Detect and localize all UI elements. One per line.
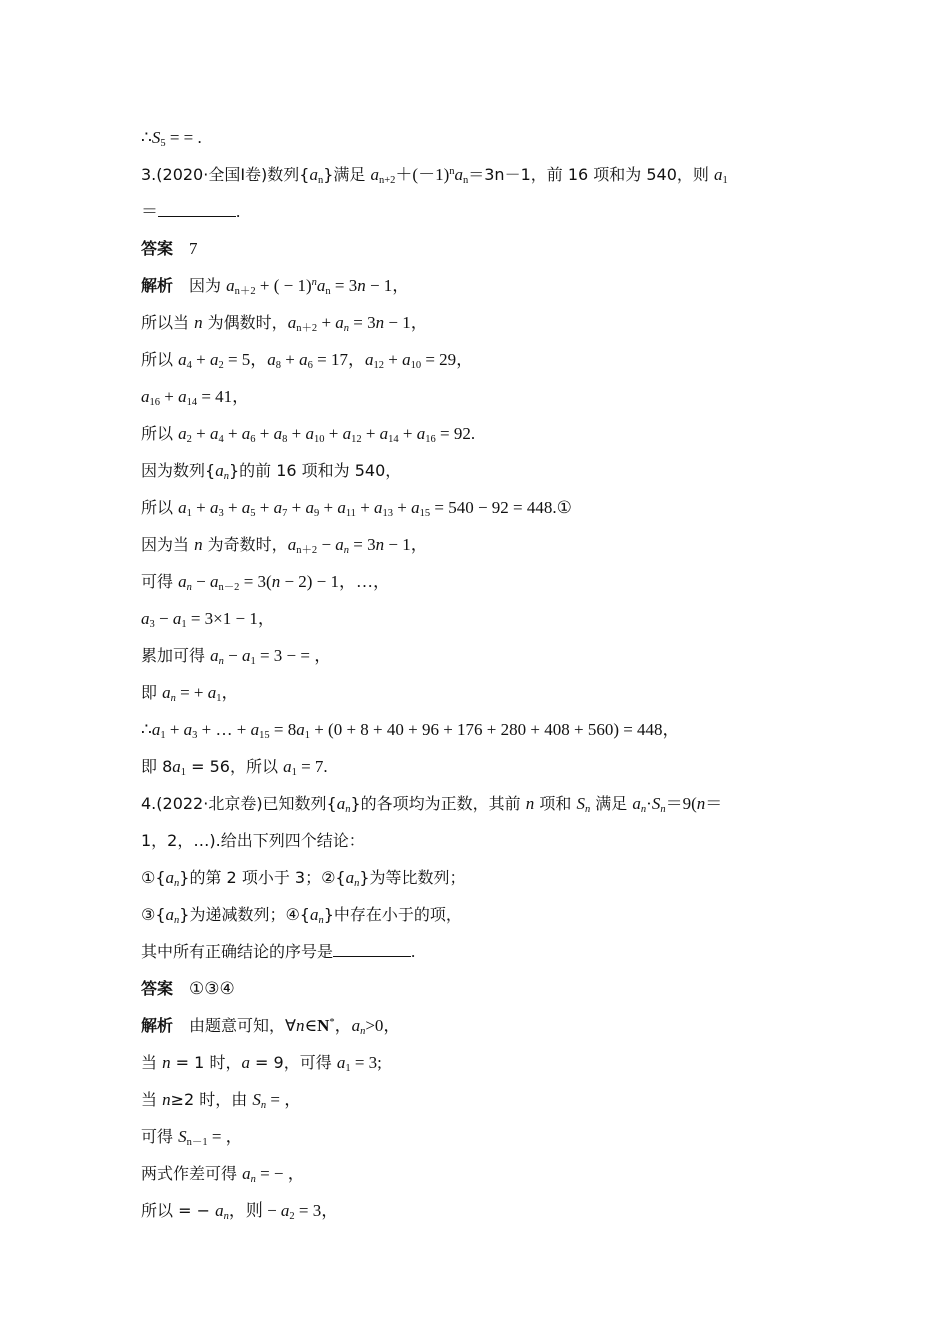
plus-sign: + bbox=[223, 424, 242, 443]
term-index: 15 bbox=[419, 508, 431, 519]
analysis-4-line-6: 所以 = − $a_n$，则 − $a_2 = 3$， bbox=[141, 1201, 339, 1222]
term-index: 4 bbox=[218, 434, 224, 445]
term-index: 14 bbox=[388, 434, 399, 445]
plus-sign: + bbox=[393, 498, 412, 517]
term-index: 9 bbox=[313, 508, 320, 519]
term-index: 5 bbox=[250, 508, 256, 519]
term-variable: a bbox=[342, 424, 352, 443]
term-variable: a bbox=[209, 424, 219, 443]
plus-sign: + bbox=[255, 424, 274, 443]
analysis-3-line-6: 因为数列$\{a_n\}$的前 16 项和为 540， bbox=[141, 461, 402, 482]
plus-sign: + bbox=[287, 498, 306, 517]
term-index: 10 bbox=[313, 434, 325, 445]
term-index: 8 bbox=[282, 434, 288, 445]
analysis-4-line-2: 当 n = 1 时，a = 9，可得 $a_1 = 3$; bbox=[141, 1053, 382, 1074]
problem-4-options-1: $①\{a_n\}$的第 2 项小于 3；$②\{a_n\}$为等比数列； bbox=[141, 868, 466, 889]
even-terms-sum bbox=[178, 424, 436, 443]
plus-sign: + bbox=[355, 498, 375, 517]
answer-3: 答案 7 bbox=[141, 239, 198, 258]
term-variable: a bbox=[273, 424, 283, 443]
line-s5: $\therefore S_5$ = = . bbox=[141, 128, 202, 149]
answer-4: 答案 ①③④ bbox=[141, 979, 235, 998]
term-variable: a bbox=[273, 498, 283, 517]
problem-4-stem-1: 4.(2022·北京卷)已知数列$\{a_n\}$的各项均为正数，其前 n 项和 $S_n$ 满足 $a_n\cdot S_n=9(n=$ bbox=[141, 794, 723, 815]
term-variable: a bbox=[178, 498, 187, 517]
analysis-3-line-11: 累加可得 $a_n - a_1 = 3$ − = ， bbox=[141, 646, 332, 667]
analysis-3-line-13: $\therefore a_1 + a_3$ + … + $a_{15} = 8a_1 + (0 + 8 + 40 + 96 + 176 + 280 + 408 + 560) = 448$， bbox=[141, 720, 680, 741]
term-variable: a bbox=[416, 424, 426, 443]
term-index: 6 bbox=[250, 434, 256, 445]
plus-sign: + bbox=[287, 424, 306, 443]
plus-sign: + bbox=[255, 498, 274, 517]
analysis-4-line-5: 两式作差可得 $a_n$ = − ， bbox=[141, 1164, 305, 1185]
analysis-3-line-14: 即 $8a_1 = 56$，所以 $a_1 = 7$. bbox=[141, 757, 328, 778]
plus-sign: + bbox=[223, 498, 242, 517]
term-index: 2 bbox=[186, 434, 192, 445]
plus-sign: + bbox=[191, 498, 210, 517]
answer-blank bbox=[158, 201, 236, 217]
term-variable: a bbox=[411, 498, 420, 517]
term-variable: a bbox=[241, 424, 251, 443]
plus-sign: + bbox=[398, 424, 417, 443]
term-variable: a bbox=[374, 498, 383, 517]
term-index: 13 bbox=[382, 508, 394, 519]
term-index: 11 bbox=[345, 508, 356, 519]
plus-sign: + bbox=[319, 498, 338, 517]
analysis-3-line-9: 可得 $a_n - a_{n-2} = 3(n - 2) - 1$，…， bbox=[141, 572, 391, 593]
odd-terms-sum bbox=[178, 498, 430, 517]
analysis-3-line-7: 所以 $a_1 + a_3 + a_5 + a_7 + a_9 + a_{11} + a_{13} + a_{15} = 540 - 92$ = 448.① bbox=[141, 498, 572, 519]
answer-blank bbox=[333, 941, 411, 957]
problem-4-options-2: $③\{a_n\}$为递减数列；$④\{a_n\}$中存在小于的项， bbox=[141, 905, 462, 926]
analysis-3-line-5: 所以 $a_2 + a_4 + a_6 + a_8 + a_{10} + a_{12} + a_{14} + a_{16} = 92$. bbox=[141, 424, 476, 445]
term-index: 12 bbox=[351, 434, 362, 445]
analysis-3-line-1: 解析 因为 $a_{n+2}$ + ( − $1)^na_n = 3n - 1$， bbox=[141, 276, 410, 297]
plus-sign: + bbox=[361, 424, 380, 443]
problem-3-blank: ＝ . bbox=[141, 202, 241, 221]
term-index: 3 bbox=[218, 508, 224, 519]
analysis-3-line-3: 所以 $a_4 + a_2 = 5$，$a_8 + a_6 = 17$，$a_{12} + a_{10} = 29$， bbox=[141, 350, 474, 371]
term-variable: a bbox=[178, 424, 187, 443]
problem-4-question: 其中所有正确结论的序号是 . bbox=[141, 942, 416, 961]
analysis-3-line-4: $a_{16} + a_{14} = 41$， bbox=[141, 387, 250, 408]
term-variable: a bbox=[305, 498, 314, 517]
problem-3-stem: 3.(2020·全国Ⅰ卷)数列$\{a_n\}$满足 $a_{n+2}+(-1)^na_n=3n-1$，前 16 项和为 540，则 $a_1$ bbox=[141, 165, 728, 186]
analysis-4-line-3: 当 n≥2 时，由 $S_n$ = ， bbox=[141, 1090, 302, 1111]
term-index: 7 bbox=[282, 508, 288, 519]
term-variable: a bbox=[209, 498, 219, 517]
term-variable: a bbox=[241, 498, 251, 517]
analysis-4-line-4: 可得 $S_{n-1}$ = ， bbox=[141, 1127, 243, 1148]
analysis-3-line-8: 因为当 n 为奇数时，$a_{n+2} - a_n = 3n - 1$， bbox=[141, 535, 428, 556]
analysis-4-line-1: 解析 由题意可知，∀n∈N*，$a_n>0$， bbox=[141, 1016, 401, 1037]
plus-sign: + bbox=[324, 424, 343, 443]
term-index: 16 bbox=[425, 434, 436, 445]
analysis-3-line-10: $a_3 - a_1 = 3\times 1 - 1$， bbox=[141, 609, 275, 630]
term-index: 1 bbox=[186, 508, 192, 519]
term-variable: a bbox=[305, 424, 314, 443]
term-variable: a bbox=[337, 498, 346, 517]
analysis-3-line-2: 所以当 n 为偶数时，$a_{n+2} + a_n = 3n - 1$， bbox=[141, 313, 428, 334]
problem-4-stem-2: 1，2，…).给出下列四个结论： bbox=[141, 831, 365, 850]
plus-sign: + bbox=[191, 424, 210, 443]
analysis-3-line-12: 即 $a_n$ = + $a_1$， bbox=[141, 683, 239, 704]
term-variable: a bbox=[379, 424, 389, 443]
